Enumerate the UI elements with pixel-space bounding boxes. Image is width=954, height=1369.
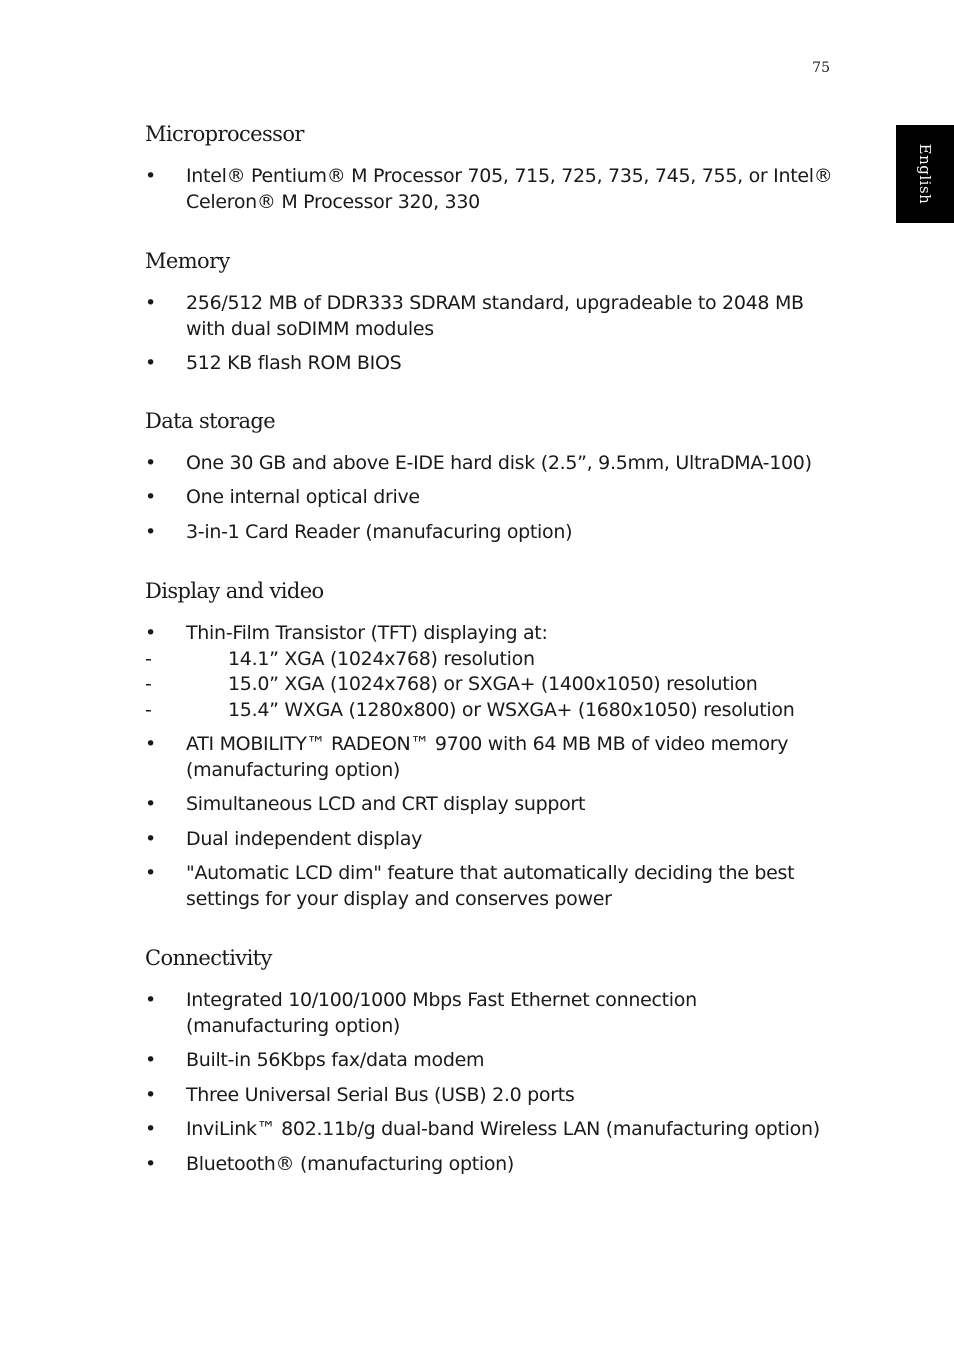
spec-content <box>145 118 845 1207</box>
connectivity-list <box>145 988 845 1177</box>
section-heading-connectivity: Connectivity <box>145 946 272 970</box>
list-item-text: Intel® Pentium® M Processor 705, 715, 725, 735, 745, 755, or Intel® Celeron® M Processor 320, 330 <box>186 165 833 213</box>
list-item-text: 256/512 MB of DDR333 SDRAM standard, upgradeable to 2048 MB with dual soDIMM modules <box>186 292 804 340</box>
page-number: 75 <box>812 60 830 76</box>
language-tab-label: English <box>916 143 934 205</box>
section-heading-display-video: Display and video <box>145 579 324 603</box>
list-item-text: Dual independent display <box>186 827 423 850</box>
list-item <box>145 1048 845 1074</box>
list-item-text: 3-in-1 Card Reader (manufacuring option) <box>186 520 573 543</box>
list-item-text: Integrated 10/100/1000 Mbps Fast Ethernet connection (manufacturing option) <box>186 989 697 1037</box>
language-tab <box>896 125 954 223</box>
list-item <box>145 988 845 1039</box>
list-item-text: 512 KB flash ROM BIOS <box>186 352 402 374</box>
section-heading-microprocessor: Microprocessor <box>145 122 304 146</box>
bullet-icon: • <box>145 622 156 644</box>
list-item-tft <box>145 621 845 723</box>
list-item <box>145 792 845 818</box>
dash-icon: - <box>145 647 152 670</box>
display-video-list <box>145 621 845 912</box>
bullet-icon: • <box>145 1083 156 1106</box>
bullet-icon: • <box>145 486 156 508</box>
microprocessor-list <box>145 164 845 215</box>
bullet-icon: • <box>145 862 156 884</box>
bullet-icon: • <box>145 520 156 543</box>
list-item <box>145 351 845 377</box>
list-item <box>145 164 845 215</box>
bullet-icon: • <box>145 1152 156 1175</box>
list-item-text: One 30 GB and above E-IDE hard disk (2.5”, 9.5mm, UltraDMA-100) <box>186 451 812 474</box>
section-heading-memory: Memory <box>145 249 230 273</box>
list-item <box>145 1083 845 1109</box>
sub-list-item <box>145 698 845 724</box>
bullet-icon: • <box>145 352 156 374</box>
data-storage-list <box>145 451 845 546</box>
section-display-video <box>145 575 845 912</box>
list-item-text: Thin-Film Transistor (TFT) displaying at: <box>186 622 548 644</box>
dash-icon: - <box>145 673 152 695</box>
bullet-icon: • <box>145 793 156 815</box>
sub-list-item-text: 15.4” WXGA (1280x800) or WSXGA+ (1680x1050) resolution <box>228 698 795 721</box>
list-item <box>145 291 845 342</box>
bullet-icon: • <box>145 451 156 474</box>
section-heading-data-storage: Data storage <box>145 408 276 433</box>
bullet-icon: • <box>145 1118 156 1140</box>
sub-list-item <box>145 647 845 673</box>
dash-icon: - <box>145 698 152 721</box>
section-memory <box>145 245 845 377</box>
section-microprocessor <box>145 118 845 215</box>
bullet-icon: • <box>145 1049 156 1071</box>
list-item <box>145 485 845 511</box>
list-item <box>145 732 845 783</box>
list-item <box>145 1152 845 1178</box>
list-item <box>145 861 845 912</box>
list-item-text: Simultaneous LCD and CRT display support <box>186 793 586 815</box>
list-item <box>145 827 845 853</box>
list-item-text: "Automatic LCD dim" feature that automatically deciding the best settings for your display and conserves power <box>186 862 795 910</box>
bullet-icon: • <box>145 989 156 1011</box>
list-item <box>145 520 845 546</box>
memory-list <box>145 291 845 377</box>
sub-list-item-text: 14.1” XGA (1024x768) resolution <box>228 647 535 670</box>
sub-list-item <box>145 672 845 698</box>
list-item <box>145 1117 845 1143</box>
list-item-text: InviLink™ 802.11b/g dual-band Wireless LAN (manufacturing option) <box>186 1118 820 1140</box>
bullet-icon: • <box>145 292 156 314</box>
bullet-icon: • <box>145 733 156 755</box>
section-connectivity <box>145 942 845 1177</box>
list-item-text: Bluetooth® (manufacturing option) <box>186 1152 515 1175</box>
sub-list-item-text: 15.0” XGA (1024x768) or SXGA+ (1400x1050) resolution <box>228 673 758 695</box>
bullet-icon: • <box>145 827 156 850</box>
bullet-icon: • <box>145 165 156 187</box>
list-item-text: Three Universal Serial Bus (USB) 2.0 ports <box>186 1083 575 1106</box>
list-item-text: ATI MOBILITY™ RADEON™ 9700 with 64 MB MB of video memory (manufacturing option) <box>186 733 789 781</box>
list-item <box>145 451 845 477</box>
tft-resolution-list <box>145 647 845 724</box>
list-item-text: One internal optical drive <box>186 486 420 508</box>
section-data-storage <box>145 405 845 546</box>
list-item-text: Built-in 56Kbps fax/data modem <box>186 1049 485 1071</box>
